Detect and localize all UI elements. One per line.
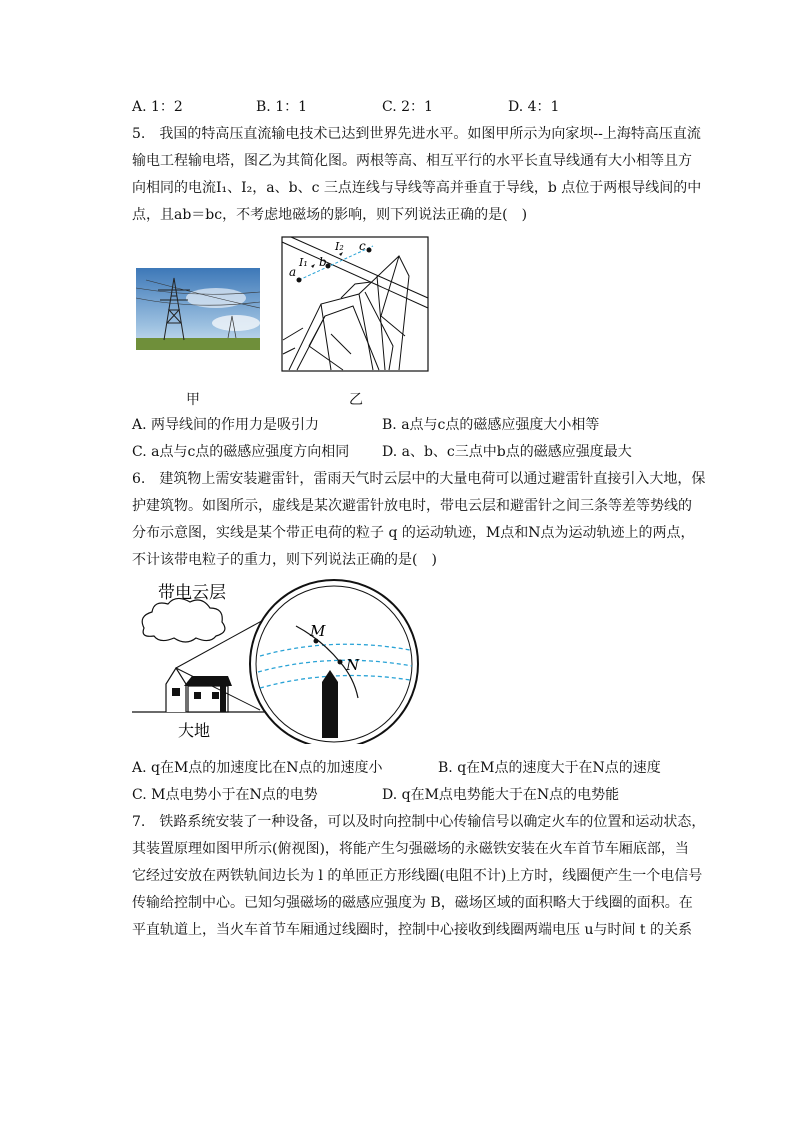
label-b: b [319, 255, 327, 269]
lightning-rod-diagram [132, 578, 432, 744]
q7-line-3: 它经过安放在两铁轨间边长为 l 的单匝正方形线圈(电阻不计)上方时，线圈便产生一个电信号 [132, 868, 703, 884]
q5-option-a: A. 两导线间的作用力是吸引力 [132, 417, 320, 433]
q6-line-4: 不计该带电粒子的重力，则下列说法正确的是( ) [132, 552, 437, 568]
q4-option-b: B. 1：1 [256, 99, 308, 115]
q4-option-d: D. 4：1 [508, 99, 560, 115]
tower-simplified-diagram [281, 236, 429, 372]
q6-option-c: C. M点电势小于在N点的电势 [132, 787, 318, 803]
q6-option-a: A. q在M点的加速度比在N点的加速度小 [132, 760, 383, 776]
q5-line-3: 向相同的电流I₁、I₂，a、b、c 三点连线与导线等高并垂直于导线，b 点位于两根导线间的中 [132, 180, 702, 196]
q7-line-4: 传输给控制中心。已知匀强磁场的磁感应强度为 B，磁场区域的面积略大于线圈的面积。在 [132, 895, 693, 911]
q5-line-1: 5. 我国的特高压直流输电技术已达到世界先进水平。如图甲所示为向家坝--上海特高压直流 [132, 126, 701, 142]
q5-line-2: 输电工程输电塔，图乙为其简化图。两根等高、相互平行的水平长直导线通有大小相等且方 [132, 153, 692, 169]
q7-line-1: 7. 铁路系统安装了一种设备，可以及时向控制中心传输信号以确定火车的位置和运动状态， [132, 814, 706, 830]
q7-line-2: 其装置原理如图甲所示(俯视图)，将能产生匀强磁场的永磁铁安装在火车首节车厢底部，当 [132, 841, 689, 857]
caption-jia: 甲 [186, 392, 200, 408]
label-c: c [359, 239, 366, 253]
q6-option-d: D. q在M点电势能大于在N点的电势能 [382, 787, 620, 803]
caption-yi: 乙 [349, 392, 363, 408]
q6-line-3: 分布示意图，实线是某个带正电荷的粒子 q 的运动轨迹，M点和N点为运动轨迹上的两点， [132, 525, 695, 541]
q6-line-2: 护建筑物。如图所示，虚线是某次避雷针放电时，带电云层和避雷针之间三条等差等势线的 [132, 498, 692, 514]
q5-option-c: C. a点与c点的磁感应强度方向相同 [132, 444, 350, 460]
q6-option-b: B. q在M点的速度大于在N点的速度 [438, 760, 661, 776]
ground-label: 大地 [178, 721, 211, 740]
label-a: a [289, 265, 297, 279]
label-i1: I₁ [299, 256, 308, 269]
cloud-label: 带电云层 [158, 583, 226, 603]
q4-option-a: A. 1：2 [132, 99, 183, 115]
q5-option-b: B. a点与c点的磁感应强度大小相等 [382, 417, 600, 433]
q7-line-5: 平直轨道上，当火车首节车厢通过线圈时，控制中心接收到线圈两端电压 u与时间 t 的关系 [132, 922, 692, 938]
label-m: M [310, 622, 326, 640]
q4-option-c: C. 2：1 [382, 99, 433, 115]
transmission-tower-photo [136, 268, 260, 350]
q5-line-4: 点，且ab＝bc，不考虑地磁场的影响，则下列说法正确的是( ) [132, 207, 528, 223]
q6-line-1: 6. 建筑物上需安装避雷针，雷雨天气时云层中的大量电荷可以通过避雷针直接引入大地，保 [132, 471, 706, 487]
label-i2: I₂ [335, 240, 344, 253]
label-n: N [346, 656, 360, 674]
q5-option-d: D. a、b、c三点中b点的磁感应强度最大 [382, 444, 632, 460]
